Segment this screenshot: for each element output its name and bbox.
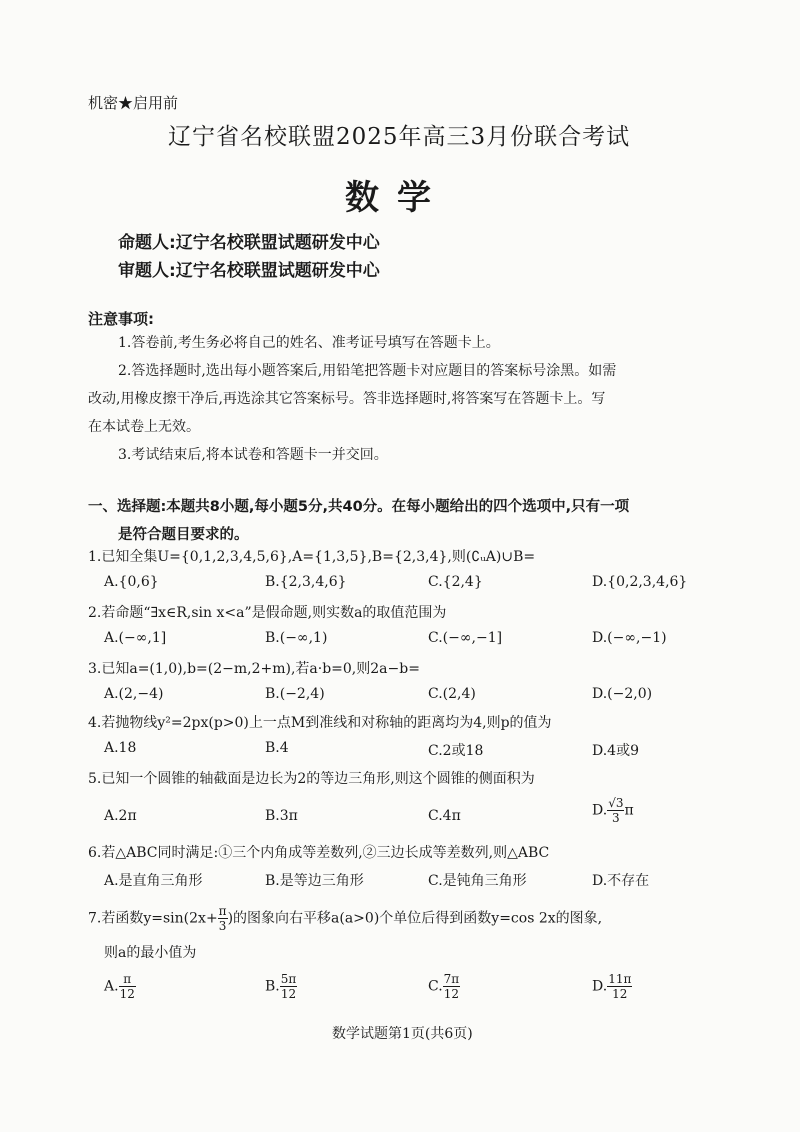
option-label: C. [428,978,443,995]
fraction-numerator: 7π [443,972,460,986]
fraction-denominator: 12 [443,987,460,1001]
option-label: A. [104,978,119,995]
question-4-option-b: B.4 [265,740,289,756]
page-footer: 数学试题第1页(共6页) [332,1026,473,1042]
fraction-numerator: √3 [608,796,624,810]
fraction-numerator: π [119,972,136,987]
question-4-stem: 4.若抛物线y²=2px(p>0)上一点M到准线和对称轴的距离均为4,则p的值为 [88,715,552,731]
question-1-option-b: B.{2,3,4,6} [265,574,347,590]
fraction-denominator: 12 [280,987,297,1001]
question-5-option-c: C.4π [428,808,461,824]
exam-title: 辽宁省名校联盟2025年高三3月份联合考试 [168,124,631,150]
notes-heading: 注意事项: [88,310,154,328]
question-6-option-b: B.是等边三角形 [265,873,364,889]
question-2-option-a: A.(−∞,1] [104,630,167,646]
fraction-numerator: 5π [280,972,297,986]
fraction-denominator: 12 [612,987,628,1001]
section-heading [88,493,629,549]
pi-symbol: π [624,802,634,819]
question-2-option-d: D.(−∞,−1) [592,630,667,646]
question-5-option-d [592,796,634,825]
question-7-option-a [104,972,136,1001]
question-3-option-a: A.(2,−4) [104,686,164,702]
question-2-option-b: B.(−∞,1) [265,630,328,646]
question-1-stem: 1.已知全集U={0,1,2,3,4,5,6},A={1,3,5},B={2,3,4},则(∁ᵤA)∪B= [88,549,536,565]
question-1-option-a: A.{0,6} [104,574,159,590]
fraction [607,972,632,1001]
question-3-option-b: B.(−2,4) [265,686,325,702]
question-5-stem: 5.已知一个圆锥的轴截面是边长为2的等边三角形,则这个圆锥的侧面积为 [88,771,535,787]
question-2-stem: 2.若命题“∃x∈R,sin x<a”是假命题,则实数a的取值范围为 [88,605,447,621]
question-4-option-c: C.2或18 [428,743,484,759]
question-6-option-a: A.是直角三角形 [104,873,203,889]
question-3-option-d: D.(−2,0) [592,686,653,702]
stem-part-b: )的图象向右平移a(a>0)个单位后得到函数y=cos 2x的图象, [227,910,603,927]
section-line-2: 是符合题目要求的。 [118,527,249,543]
option-label: D. [592,978,608,995]
question-1-option-c: C.{2,4} [428,574,483,590]
subject-title: 数学 [345,178,449,218]
fraction-denominator: 12 [119,987,135,1001]
question-6-option-c: C.是钝角三角形 [428,873,527,889]
question-4-option-a: A.18 [104,740,137,756]
fraction [280,972,298,1001]
question-4-option-d: D.4或9 [592,743,639,759]
question-2-option-c: C.(−∞,−1] [428,630,503,646]
question-7-stem-line-2: 则a的最小值为 [104,945,197,961]
option-label: D. [592,802,608,819]
question-7-option-d [592,972,632,1001]
question-1-option-d: D.{0,2,3,4,6} [592,574,688,590]
fraction [218,904,228,933]
question-6-stem: 6.若△ABC同时满足:①三个内角成等差数列,②三边长成等差数列,则△ABC [88,845,550,861]
note-1: 1.答卷前,考生务必将自己的姓名、准考证号填写在答题卡上。 [118,335,500,351]
fraction [443,972,461,1001]
question-7-option-c [428,972,460,1001]
question-setter: 命题人:辽宁名校联盟试题研发中心 [118,233,380,253]
fraction-denominator: 3 [218,919,227,933]
note-2-line-2: 改动,用橡皮擦干净后,再选涂其它答案标号。答非选择题时,将答案写在答题卡上。写 [88,391,606,407]
note-3: 3.考试结束后,将本试卷和答题卡一并交回。 [118,447,388,463]
confidential-label: 机密★启用前 [88,94,179,112]
question-3-option-c: C.(2,4) [428,686,476,702]
question-5-option-b: B.3π [265,808,298,824]
question-3-stem: 3.已知a=(1,0),b=(2−m,2+m),若a·b=0,则2a−b= [88,661,420,677]
note-2-line-3: 在本试卷上无效。 [88,419,200,435]
question-7-stem [88,904,602,933]
question-5-option-a: A.2π [104,808,137,824]
question-6-option-d: D.不存在 [592,873,650,889]
option-label: B. [265,978,280,995]
question-reviewer: 审题人:辽宁名校联盟试题研发中心 [118,261,380,281]
note-2-line-1: 2.答选择题时,选出每小题答案后,用铅笔把答题卡对应题目的答案标号涂黑。如需 [118,363,617,379]
fraction [607,796,624,825]
fraction-numerator: 11π [608,972,632,986]
fraction-numerator: π [218,904,227,918]
question-7-option-b [265,972,297,1001]
stem-part-a: 7.若函数y=sin(2x+ [88,910,218,927]
fraction-denominator: 3 [612,811,620,825]
section-line-1: 一、选择题:本题共8小题,每小题5分,共40分。在每小题给出的四个选项中,只有一项 [88,499,630,515]
fraction [119,972,136,1001]
